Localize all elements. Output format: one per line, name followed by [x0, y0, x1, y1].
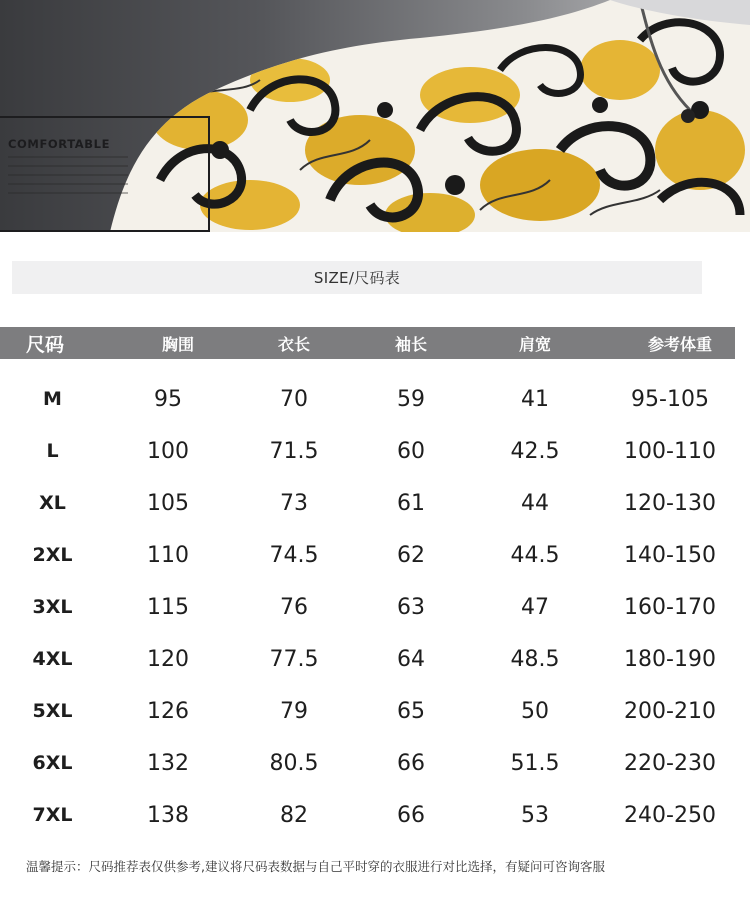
cell-size: 6XL: [32, 752, 73, 774]
table-body: [0, 373, 735, 841]
cell-chest: 115: [147, 594, 189, 620]
cell-length: 80.5: [269, 750, 319, 776]
cell-sleeve: 65: [397, 698, 425, 724]
cell-size: 4XL: [32, 648, 73, 670]
cell-size: 7XL: [32, 804, 73, 826]
cell-shoulder: 47: [521, 594, 549, 620]
cell-shoulder: 42.5: [510, 438, 560, 464]
cell-weight: 120-130: [624, 490, 716, 516]
header-size: 尺码: [26, 333, 65, 356]
table-row: [0, 425, 735, 477]
cell-length: 71.5: [269, 438, 319, 464]
table-header-row: [0, 327, 735, 359]
cell-size: 2XL: [32, 544, 73, 566]
header-sleeve: 袖长: [394, 334, 427, 354]
cell-length: 82: [280, 802, 308, 828]
cell-sleeve: 64: [397, 646, 425, 672]
header-shoulder: 肩宽: [518, 334, 551, 354]
cell-sleeve: 60: [397, 438, 425, 464]
table-row: [0, 737, 735, 789]
cell-chest: 100: [147, 438, 189, 464]
table-row: [0, 581, 735, 633]
cell-size: M: [43, 388, 62, 410]
cell-sleeve: 61: [397, 490, 425, 516]
cell-chest: 138: [147, 802, 189, 828]
cell-weight: 180-190: [624, 646, 716, 672]
product-photo-banner: [0, 0, 750, 232]
cell-length: 76: [280, 594, 308, 620]
tips-note: 温馨提示：尺码推荐表仅供参考,建议将尺码表数据与自己平时穿的衣服进行对比选择，有疑问可咨询客服: [26, 859, 605, 874]
table-row: [0, 685, 735, 737]
cell-length: 77.5: [269, 646, 319, 672]
header-length: 衣长: [277, 334, 310, 354]
cell-shoulder: 53: [521, 802, 549, 828]
cell-sleeve: 63: [397, 594, 425, 620]
cell-weight: 140-150: [624, 542, 716, 568]
cell-chest: 95: [154, 386, 182, 412]
header-weight: 参考体重: [647, 334, 712, 354]
cell-weight: 160-170: [624, 594, 716, 620]
cell-weight: 240-250: [624, 802, 716, 828]
cell-weight: 220-230: [624, 750, 716, 776]
cell-length: 73: [280, 490, 308, 516]
header-chest: 胸围: [161, 334, 194, 354]
table-row: [0, 529, 735, 581]
cell-shoulder: 41: [521, 386, 549, 412]
cell-chest: 105: [147, 490, 189, 516]
table-row: [0, 373, 735, 425]
cell-sleeve: 66: [397, 750, 425, 776]
size-chart-heading: SIZE/尺码表: [12, 261, 702, 294]
cell-weight: 200-210: [624, 698, 716, 724]
size-chart-table: [0, 327, 735, 841]
cell-sleeve: 59: [397, 386, 425, 412]
cell-sleeve: 66: [397, 802, 425, 828]
cell-shoulder: 48.5: [510, 646, 560, 672]
cell-weight: 95-105: [631, 386, 709, 412]
cell-chest: 120: [147, 646, 189, 672]
cell-weight: 100-110: [624, 438, 716, 464]
cell-length: 74.5: [269, 542, 319, 568]
cell-size: 5XL: [32, 700, 73, 722]
table-row: [0, 633, 735, 685]
cell-chest: 132: [147, 750, 189, 776]
caption-text-lines: [8, 156, 128, 201]
cell-shoulder: 50: [521, 698, 549, 724]
cell-length: 79: [280, 698, 308, 724]
cell-shoulder: 44: [521, 490, 549, 516]
cell-chest: 110: [147, 542, 189, 568]
cell-size: 3XL: [32, 596, 73, 618]
cell-size: XL: [39, 492, 66, 514]
cell-sleeve: 62: [397, 542, 425, 568]
cell-size: L: [46, 440, 59, 462]
table-row: [0, 477, 735, 529]
cell-chest: 126: [147, 698, 189, 724]
cell-shoulder: 51.5: [510, 750, 560, 776]
cell-shoulder: 44.5: [510, 542, 560, 568]
caption-title: COMFORTABLE: [8, 137, 111, 151]
table-row: [0, 789, 735, 841]
cell-length: 70: [280, 386, 308, 412]
